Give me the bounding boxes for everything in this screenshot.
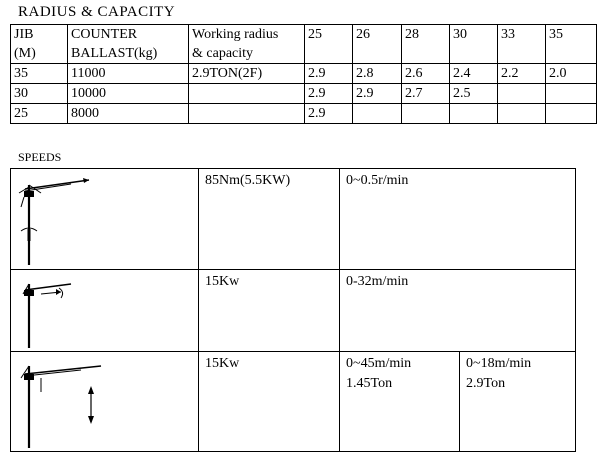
- speed-value: 0~18m/min: [466, 356, 532, 371]
- ballast-header-line2: BALLAST(kg): [71, 46, 158, 61]
- power-cell: 15Kw: [199, 352, 340, 452]
- power-cell: 15Kw: [199, 270, 340, 352]
- capacity-cell: 2.4: [450, 64, 498, 84]
- ballast-header-line1: COUNTER: [71, 27, 138, 42]
- capacity-cell: 2.6: [402, 64, 450, 84]
- capacity-cell: 2.9: [305, 84, 353, 104]
- icon-cell: [11, 352, 199, 452]
- jib-cell: 25: [11, 104, 68, 124]
- capacity-cell: [546, 104, 597, 124]
- capacity-cell: [498, 104, 546, 124]
- capacity-cell: [546, 84, 597, 104]
- working-cell: 2.9TON(2F): [189, 64, 305, 84]
- capacity-row: [11, 104, 597, 124]
- jib-header-line1: JIB: [14, 27, 34, 42]
- load-value: 2.9Ton: [466, 376, 506, 391]
- speeds-title: SPEEDS: [18, 150, 62, 164]
- capacity-cell: [498, 84, 546, 104]
- capacity-table: [10, 24, 597, 124]
- speed-cell: [340, 352, 460, 452]
- ballast-cell: 11000: [68, 64, 189, 84]
- capacity-cell: 2.9: [305, 104, 353, 124]
- capacity-cell: 2.2: [498, 64, 546, 84]
- icon-cell: [11, 270, 199, 352]
- speed-row: [11, 270, 576, 352]
- radius-header: 28: [402, 25, 450, 64]
- ballast-header: [68, 25, 189, 64]
- ballast-cell: 8000: [68, 104, 189, 124]
- working-header: [189, 25, 305, 64]
- speed-cell: [340, 169, 576, 270]
- page-title: RADIUS & CAPACITY: [18, 4, 176, 20]
- capacity-cell: 2.9: [305, 64, 353, 84]
- capacity-cell: 2.8: [353, 64, 402, 84]
- working-cell: [189, 104, 305, 124]
- working-header-line2: & capacity: [192, 46, 254, 61]
- jib-header: [11, 25, 68, 64]
- jib-header-line2: (M): [14, 46, 36, 61]
- speed-value: 0~45m/min: [346, 356, 412, 371]
- radius-header: 26: [353, 25, 402, 64]
- speeds-table: [10, 168, 576, 452]
- crane-hoist-icon: [11, 352, 198, 451]
- icon-cell: [11, 169, 199, 270]
- radius-header: 30: [450, 25, 498, 64]
- load-value: 1.45Ton: [346, 376, 393, 391]
- crane-trolley-icon: [11, 270, 198, 351]
- capacity-cell: 2.5: [450, 84, 498, 104]
- capacity-header-row: [11, 25, 597, 64]
- capacity-cell: 2.0: [546, 64, 597, 84]
- ballast-cell: 10000: [68, 84, 189, 104]
- working-cell: [189, 84, 305, 104]
- capacity-cell: 2.7: [402, 84, 450, 104]
- capacity-cell: 2.9: [353, 84, 402, 104]
- capacity-row: [11, 64, 597, 84]
- radius-header: 33: [498, 25, 546, 64]
- speed-cell: [340, 270, 576, 352]
- speed-value: 0~0.5r/min: [346, 173, 409, 188]
- speed-row: [11, 352, 576, 452]
- speed-cell: [460, 352, 576, 452]
- jib-cell: 35: [11, 64, 68, 84]
- speed-row: [11, 169, 576, 270]
- speed-value: 0-32m/min: [346, 274, 409, 289]
- capacity-cell: [450, 104, 498, 124]
- capacity-cell: [402, 104, 450, 124]
- capacity-cell: [353, 104, 402, 124]
- power-cell: 85Nm(5.5KW): [199, 169, 340, 270]
- jib-cell: 30: [11, 84, 68, 104]
- crane-slewing-icon: [11, 169, 198, 269]
- radius-header: 35: [546, 25, 597, 64]
- working-header-line1: Working radius: [192, 27, 279, 42]
- radius-header: 25: [305, 25, 353, 64]
- capacity-row: [11, 84, 597, 104]
